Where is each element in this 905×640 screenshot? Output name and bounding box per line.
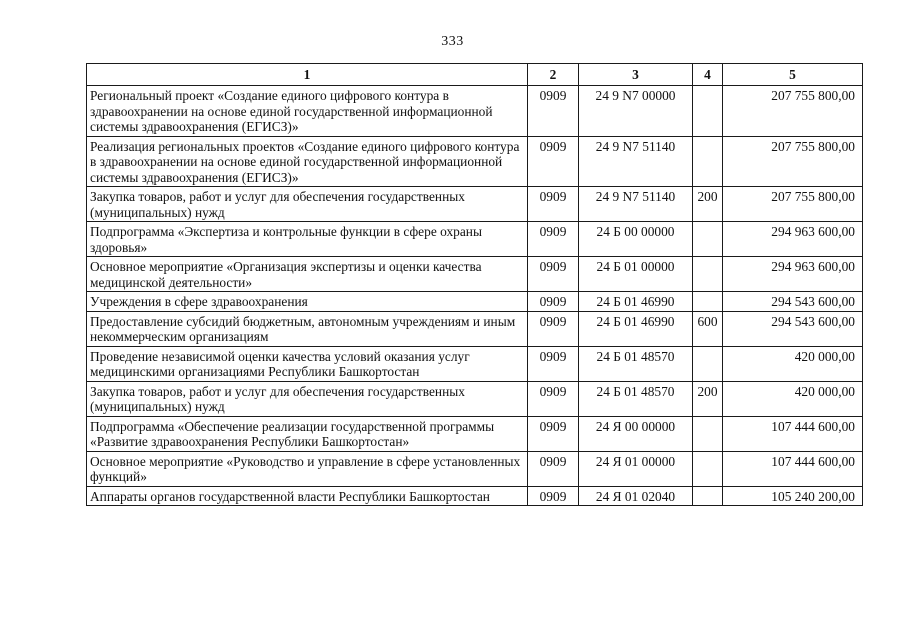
row-amount: 294 543 600,00 [723, 292, 863, 312]
row-expense-type [693, 416, 723, 451]
row-amount: 294 963 600,00 [723, 257, 863, 292]
row-target: 24 Б 01 00000 [579, 257, 693, 292]
table-row [87, 346, 863, 381]
table-row [87, 381, 863, 416]
page-number: 333 [441, 34, 464, 49]
row-section: 0909 [528, 86, 579, 137]
row-amount: 105 240 200,00 [723, 486, 863, 506]
row-name: Подпрограмма «Обеспечение реализации государственной программы «Развитие здравоохранения Республики Башкортостан» [87, 416, 528, 451]
row-target: 24 9 N7 51140 [579, 187, 693, 222]
row-name: Реализация региональных проектов «Создание единого цифрового контура в здравоохранении на основе единой государственной информационной системы здравоохранения (ЕГИСЗ)» [87, 136, 528, 187]
row-target: 24 Б 00 00000 [579, 222, 693, 257]
row-target: 24 Я 00 00000 [579, 416, 693, 451]
row-amount: 107 444 600,00 [723, 451, 863, 486]
row-amount: 207 755 800,00 [723, 136, 863, 187]
table-row [87, 86, 863, 137]
table-row [87, 222, 863, 257]
row-section: 0909 [528, 381, 579, 416]
row-amount: 107 444 600,00 [723, 416, 863, 451]
table-row [87, 187, 863, 222]
table-row [87, 486, 863, 506]
table-row [87, 292, 863, 312]
budget-table [86, 63, 863, 506]
row-name: Учреждения в сфере здравоохранения [87, 292, 528, 312]
header-col-amount: 5 [723, 64, 863, 86]
row-name: Основное мероприятие «Руководство и управление в сфере установленных функций» [87, 451, 528, 486]
table-row [87, 451, 863, 486]
table-row [87, 257, 863, 292]
row-section: 0909 [528, 486, 579, 506]
row-target: 24 Б 01 48570 [579, 346, 693, 381]
row-expense-type: 200 [693, 187, 723, 222]
row-name: Подпрограмма «Экспертиза и контрольные функции в сфере охраны здоровья» [87, 222, 528, 257]
row-name: Закупка товаров, работ и услуг для обеспечения государственных (муниципальных) нужд [87, 187, 528, 222]
row-target: 24 9 N7 51140 [579, 136, 693, 187]
row-section: 0909 [528, 136, 579, 187]
row-expense-type [693, 257, 723, 292]
row-target: 24 9 N7 00000 [579, 86, 693, 137]
row-expense-type [693, 136, 723, 187]
row-amount: 294 963 600,00 [723, 222, 863, 257]
row-section: 0909 [528, 311, 579, 346]
row-section: 0909 [528, 416, 579, 451]
row-name: Предоставление субсидий бюджетным, автономным учреждениям и иным некоммерческим организациям [87, 311, 528, 346]
row-section: 0909 [528, 257, 579, 292]
header-col-expense-type: 4 [693, 64, 723, 86]
row-target: 24 Б 01 46990 [579, 292, 693, 312]
row-section: 0909 [528, 451, 579, 486]
row-expense-type [693, 222, 723, 257]
row-expense-type [693, 292, 723, 312]
row-target: 24 Б 01 46990 [579, 311, 693, 346]
row-target: 24 Б 01 48570 [579, 381, 693, 416]
row-amount: 207 755 800,00 [723, 86, 863, 137]
row-section: 0909 [528, 222, 579, 257]
header-col-target: 3 [579, 64, 693, 86]
row-name: Закупка товаров, работ и услуг для обеспечения государственных (муниципальных) нужд [87, 381, 528, 416]
row-expense-type [693, 451, 723, 486]
row-name: Проведение независимой оценки качества условий оказания услуг медицинскими организациями Республики Башкортостан [87, 346, 528, 381]
row-target: 24 Я 01 00000 [579, 451, 693, 486]
table-header-row [87, 64, 863, 86]
row-section: 0909 [528, 346, 579, 381]
row-amount: 420 000,00 [723, 381, 863, 416]
table-row [87, 311, 863, 346]
row-name: Аппараты органов государственной власти Республики Башкортостан [87, 486, 528, 506]
row-expense-type: 600 [693, 311, 723, 346]
header-col-section: 2 [528, 64, 579, 86]
row-section: 0909 [528, 292, 579, 312]
row-expense-type [693, 86, 723, 137]
row-amount: 420 000,00 [723, 346, 863, 381]
row-target: 24 Я 01 02040 [579, 486, 693, 506]
row-name: Региональный проект «Создание единого цифрового контура в здравоохранении на основе единой государственной информационной системы здравоохранения (ЕГИСЗ)» [87, 86, 528, 137]
row-section: 0909 [528, 187, 579, 222]
row-name: Основное мероприятие «Организация экспертизы и оценки качества медицинской деятельности» [87, 257, 528, 292]
header-col-name: 1 [87, 64, 528, 86]
row-expense-type [693, 346, 723, 381]
row-expense-type [693, 486, 723, 506]
row-amount: 207 755 800,00 [723, 187, 863, 222]
row-amount: 294 543 600,00 [723, 311, 863, 346]
table-row [87, 136, 863, 187]
table-row [87, 416, 863, 451]
row-expense-type: 200 [693, 381, 723, 416]
